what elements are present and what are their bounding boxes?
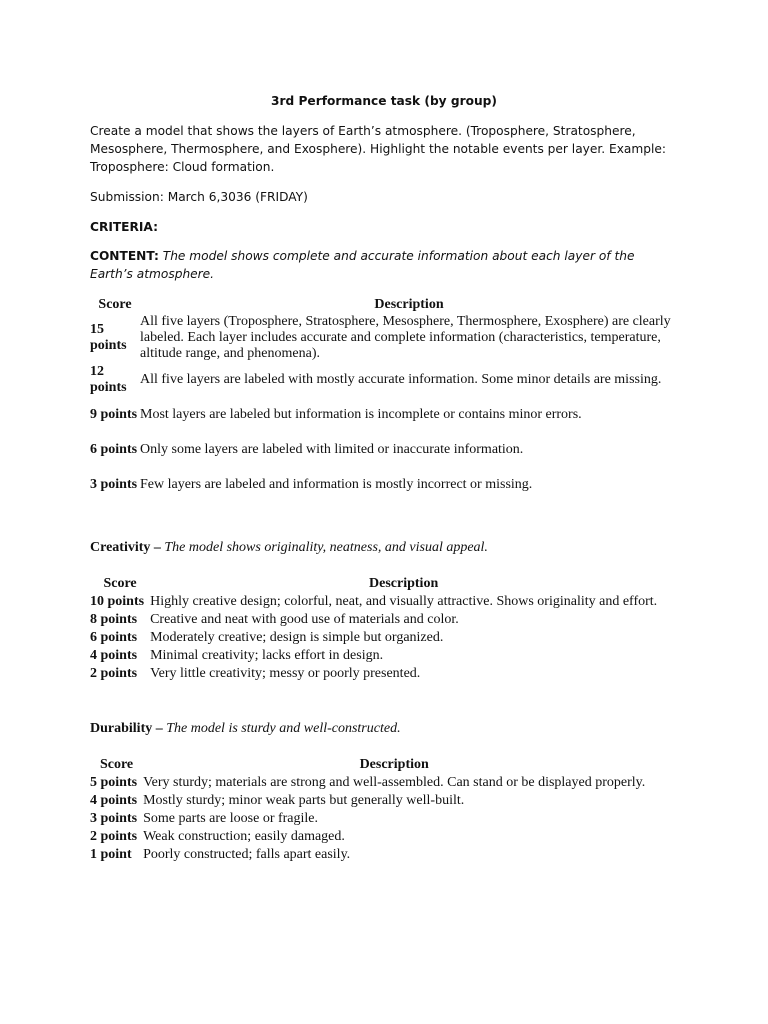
table-row [90,665,657,683]
creativity-rubric-table [90,574,657,683]
score-cell: 8 points [90,612,138,627]
task-description: Create a model that shows the layers of Earth’s atmosphere. (Troposphere, Stratosphere, Mesosphere, Thermosphere, and Exosphere). Highlight the notable events per layer. Example: Troposphere: Cloud formation. [90,124,666,174]
score-cell: 2 points [90,829,138,844]
table-row [90,611,657,629]
score-cell: 9 points [90,406,138,422]
table-row [90,397,678,432]
durability-rubric-table [90,755,645,864]
table-row [90,828,645,846]
description-cell: Moderately creative; design is simple but organized. [150,630,444,645]
description-cell: Highly creative design; colorful, neat, and visually attractive. Shows originality and effort. [150,594,658,609]
description-header: Description [359,756,429,772]
table-row [90,362,678,397]
content-text: The model shows complete and accurate information about each layer of the Earth’s atmosphere. [90,249,635,281]
durability-criterion [90,721,690,737]
score-cell: 10 points [90,594,145,609]
description-cell: Minimal creativity; lacks effort in design. [150,648,384,663]
score-cell: 4 points [90,793,138,808]
content-label: CONTENT: [90,249,159,263]
submission-date: Submission: March 6,3036 (FRIDAY) [90,190,308,204]
page-title: 3rd Performance task (by group) [271,94,497,108]
description-cell: Few layers are labeled and information is mostly incorrect or missing. [140,476,533,492]
description-cell: Most layers are labeled but information is incomplete or contains minor errors. [140,406,582,422]
score-cell: 5 points [90,775,138,790]
table-row [90,810,645,828]
table-row [90,647,657,665]
score-header: Score [99,756,134,772]
table-row [90,314,678,362]
content-criterion [90,247,680,283]
score-header: Score [98,296,132,312]
description-cell: Very little creativity; messy or poorly presented. [150,666,421,681]
description-cell: Mostly sturdy; minor weak parts but generally well-built. [143,793,465,808]
table-header-row [90,295,678,314]
table-row [90,792,645,810]
score-cell: 3 points [90,811,138,826]
score-cell: 6 points [90,630,138,645]
durability-text: The model is sturdy and well-constructed. [166,721,401,736]
table-row [90,467,678,502]
table-header-row [90,755,645,774]
description-header: Description [374,296,444,312]
score-cell: 15 points [90,322,127,353]
table-header-row [90,574,657,593]
creativity-criterion [90,540,690,556]
description-header: Description [369,575,439,591]
criteria-heading: CRITERIA: [90,220,158,234]
description-cell: Only some layers are labeled with limited or inaccurate information. [140,441,524,457]
score-cell: 6 points [90,441,138,457]
score-cell: 12 points [90,363,127,395]
score-cell: 3 points [90,476,138,492]
creativity-label: Creativity – [90,540,161,555]
description-cell: Weak construction; easily damaged. [143,829,345,844]
description-cell: Creative and neat with good use of materials and color. [150,612,459,627]
table-row [90,774,645,792]
table-row [90,593,657,611]
description-cell: All five layers are labeled with mostly accurate information. Some minor details are missing. [140,371,662,387]
table-row [90,629,657,647]
description-cell: Some parts are loose or fragile. [143,811,319,826]
score-header: Score [103,575,137,591]
durability-label: Durability – [90,721,163,736]
table-row [90,432,678,467]
content-rubric-table [90,295,678,502]
description-cell: Very sturdy; materials are strong and well-assembled. Can stand or be displayed properly. [143,775,646,790]
score-cell: 2 points [90,666,138,681]
score-cell: 1 point [90,847,132,862]
creativity-text: The model shows originality, neatness, and visual appeal. [164,540,488,555]
description-cell: All five layers (Troposphere, Stratosphere, Mesosphere, Thermosphere, Exosphere) are clearly labeled. Each layer includes accurate and complete information (characteristics, temperature, altitude range, and phenomena). [140,314,671,361]
description-cell: Poorly constructed; falls apart easily. [143,847,351,862]
score-cell: 4 points [90,648,138,663]
table-row [90,846,645,864]
